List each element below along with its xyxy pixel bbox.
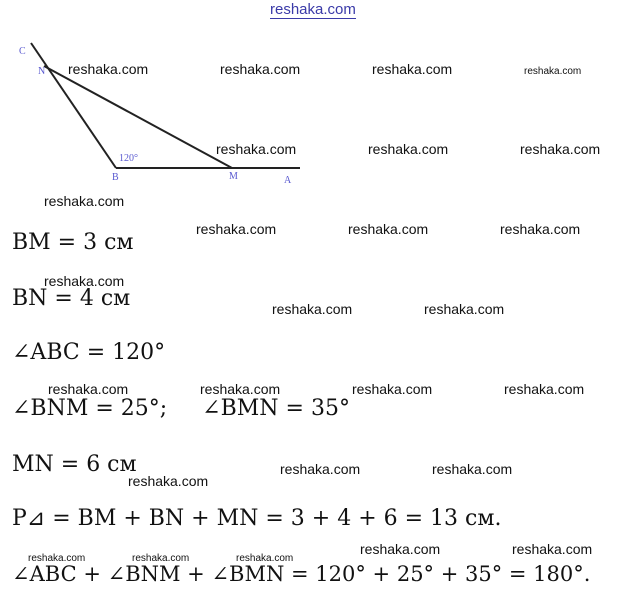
- watermark: reshaka.com: [524, 66, 582, 77]
- solution-line-angle-sum: ∠ABC + ∠BNM + ∠BMN = 120° + 25° + 35° = 180°.: [12, 562, 591, 586]
- solution-line-perimeter: P⊿ = BM + BN + MN = 3 + 4 + 6 = 13 см.: [12, 506, 502, 531]
- watermark: reshaka.com: [44, 273, 125, 289]
- watermark: reshaka.com: [196, 221, 277, 237]
- watermark: reshaka.com: [48, 381, 129, 397]
- solution-line-angle-abc: ∠ABC = 120°: [12, 340, 166, 365]
- watermark: reshaka.com: [236, 553, 294, 564]
- reshaka-header-link[interactable]: reshaka.com: [270, 1, 356, 18]
- watermark: reshaka.com: [520, 141, 601, 157]
- watermark: reshaka.com: [500, 221, 581, 237]
- point-label-c: C: [19, 46, 26, 57]
- point-label-b: B: [112, 172, 119, 183]
- point-label-n: N: [38, 66, 46, 77]
- watermark: reshaka.com: [44, 193, 125, 209]
- watermark: reshaka.com: [280, 461, 361, 477]
- watermark: reshaka.com: [360, 541, 441, 557]
- solution-line-mn: MN = 6 см: [12, 452, 137, 477]
- watermark: reshaka.com: [424, 301, 505, 317]
- watermark: reshaka.com: [352, 381, 433, 397]
- solution-line-bm: BM = 3 см: [12, 230, 134, 255]
- watermark: reshaka.com: [200, 381, 281, 397]
- watermark: reshaka.com: [216, 141, 297, 157]
- watermark: reshaka.com: [348, 221, 429, 237]
- watermark: reshaka.com: [220, 61, 301, 77]
- solution-line-angles: ∠BNM = 25°; ∠BMN = 35°: [12, 396, 350, 421]
- watermark: reshaka.com: [372, 61, 453, 77]
- watermark: reshaka.com: [132, 553, 190, 564]
- watermark: reshaka.com: [512, 541, 593, 557]
- watermark: reshaka.com: [272, 301, 353, 317]
- point-label-a: A: [284, 175, 292, 186]
- watermark: reshaka.com: [28, 553, 86, 564]
- watermark: reshaka.com: [504, 381, 585, 397]
- watermark: reshaka.com: [432, 461, 513, 477]
- watermark: reshaka.com: [368, 141, 449, 157]
- point-label-m: M: [229, 171, 238, 182]
- line-n-m: [44, 66, 232, 168]
- solution-line-bn: BN = 4 см: [12, 286, 131, 311]
- angle-label: 120°: [119, 153, 138, 164]
- watermark: reshaka.com: [68, 61, 149, 77]
- watermark: reshaka.com: [128, 473, 209, 489]
